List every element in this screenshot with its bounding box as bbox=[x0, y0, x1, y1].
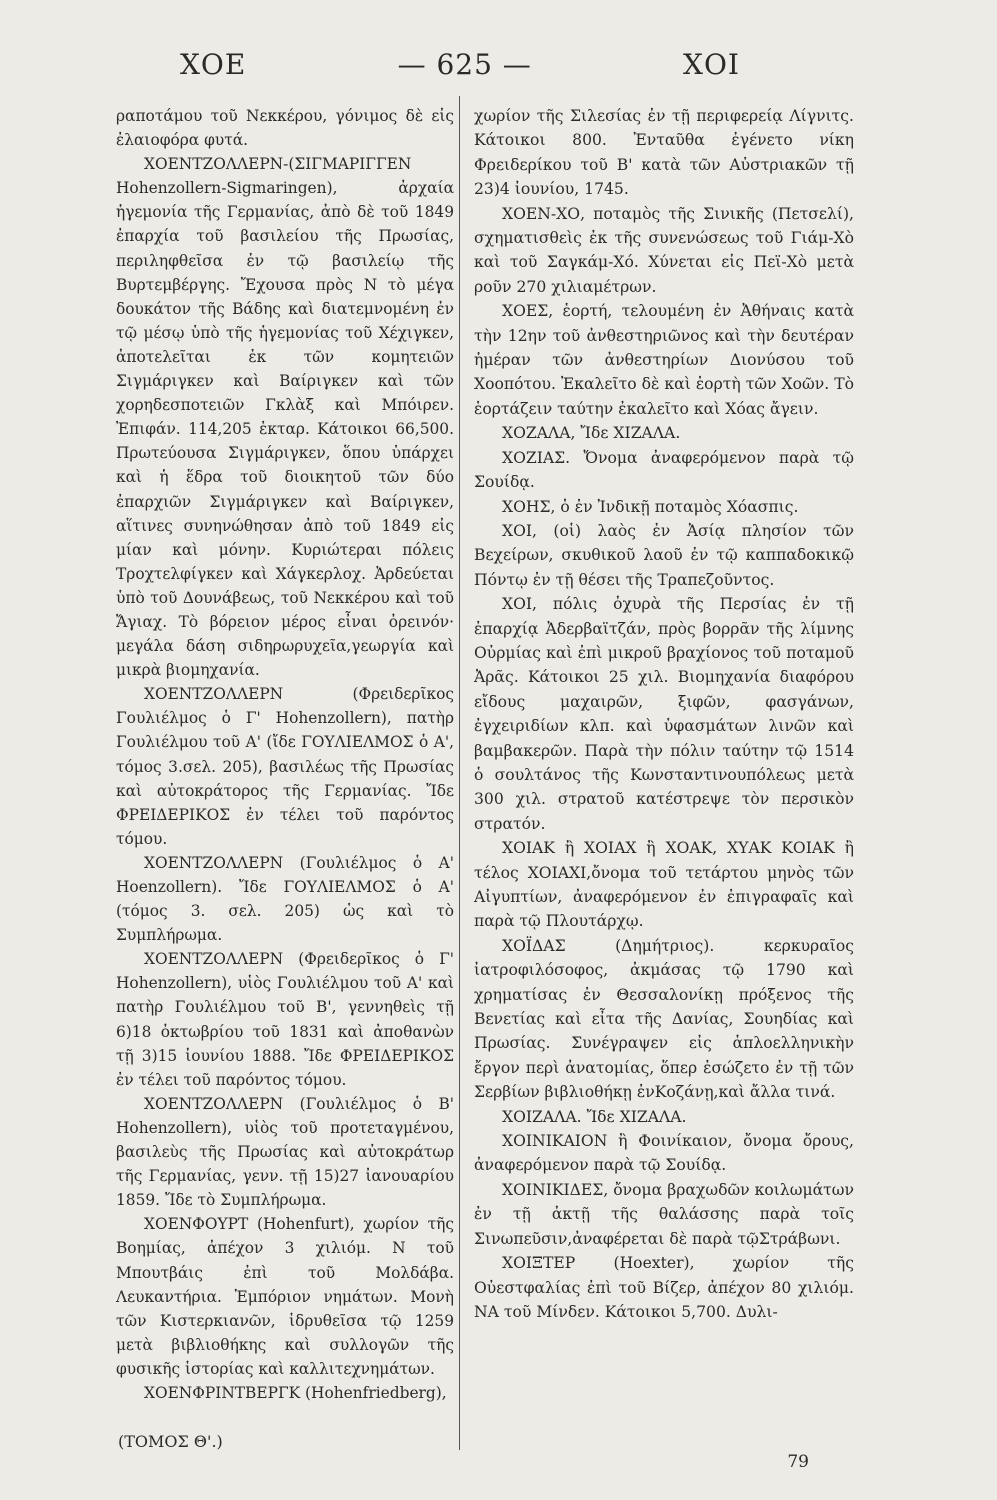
entry-paragraph: ΧΟΙ, (οἱ) λαὸς ἐν Ἀσίᾳ πλησίον τῶν Βεχείρων, σκυθικοῦ λαοῦ ἐν τῷ καππαδοκικῷ Πόντῳ ἐν τῇ θέσει τῆς Τραπεζοῦντος. bbox=[474, 521, 854, 589]
entry-paragraph: ΧΟΕΝΤΖΟΛΛΕΡΝ (Φρειδερῖκος ὁ Γ' Hohenzollern), υἱὸς Γουλιέλμου τοῦ Α' καὶ πατὴρ Γουλιέλμου τοῦ Β', γεννηθεὶς τῇ 6)18 ὀκτωβρίου τοῦ 1831 καὶ ἀποθανὼν τῇ 3)15 ἰουνίου 1888. Ἴδε ΦΡΕΙΔΕΡΙΚΟΣ ἐν τέλει τοῦ παρόντος τόμου. bbox=[116, 950, 454, 1089]
header-left-keyword: ΧΟΕ bbox=[180, 48, 247, 81]
entry-paragraph: ΧΟΙΝΙΚΑΙΟΝ ἢ Φοινίκαιον, ὄνομα ὄρους, ἀναφερόμενον παρὰ τῷ Σουίδᾳ. bbox=[474, 1132, 854, 1175]
entry-paragraph: ΧΟΙΖΑΛΑ. Ἴδε ΧΙΖΑΛΑ. bbox=[502, 1107, 687, 1126]
entry-paragraph: ΧΟΕΝΤΖΟΛΛΕΡΝ-(ΣΙΓΜΑΡΙΓΓΕΝ Hohenzollern-Sigmaringen), ἀρχαία ἡγεμονία τῆς Γερμανίας, ἀπὸ δὲ τοῦ 1849 ἐπαρχία τοῦ βασιλείου τῆς Πρωσίας, περιληφθεῖσα ἐν τῷ βασιλείῳ τῆς Βυρτεμβέργης. Ἔχουσα πρὸς Ν τὸ μέγα δουκάτον τῆς Βάδης καὶ διατεμνομένη ἐν τῷ μέσῳ ὑπὸ τῆς ἡγεμονίας τοῦ Χέχιγκεν, ἀποτελεῖται ἐκ τῶν κομητειῶν Σιγμάριγκεν καὶ Βαίριγκεν καὶ τῶν χορηδεσποτειῶν Γκλὰξ καὶ Μπόιρεν. Ἐπιφάν. 114,205 ἑκταρ. Κάτοικοι 66,500. Πρωτεύουσα Σιγμάριγκεν, ὅπου ὑπάρχει καὶ ἡ ἕδρα τοῦ διοικητοῦ τῶν δύο ἐπαρχιῶν Σιγμάριγκεν καὶ Βαίριγκεν, αἵτινες συνηνώθησαν ἀπὸ τοῦ 1849 εἰς μίαν καὶ μόνην. Κυριώτεραι πόλεις Τροχτελφίγκεν καὶ Χάγκερλοχ. Ἀρδεύεται ὑπὸ τοῦ Δουνάβεως, τοῦ Νεκκέρου καὶ τοῦ Ἄγιαχ. Τὸ βόρειον μέρος εἶναι ὀρεινόν· μεγάλα δάση σιδηρωρυχεῖα,γεωργία καὶ μικρὰ βιομηχανία. bbox=[116, 155, 454, 680]
entry-paragraph: ΧΟΕΝΦΡΙΝΤΒΕΡΓΚ (Hohenfriedberg), bbox=[144, 1383, 447, 1402]
entry-paragraph: ΧΟΕΝΦΟΥΡΤ (Hohenfurt), χωρίον τῆς Βοημίας, ἀπέχον 3 χιλιόμ. Ν τοῦ Μπουτβάις ἐπὶ τοῦ Μολδάβα. Λευκαντήρια. Ἐμπόριον νημάτων. Μονὴ τῶν Κιστερκιανῶν, ἱδρυθεῖσα τῷ 1259 μετὰ βιβλιοθήκης καὶ συλλογῶν τῆς φυσικῆς ἱστορίας καὶ καλλιτεχνημάτων. bbox=[116, 1215, 454, 1378]
header-right-keyword: ΧΟΙ bbox=[683, 48, 740, 81]
entry-paragraph: ΧΟΙ, πόλις ὀχυρὰ τῆς Περσίας ἐν τῇ ἐπαρχίᾳ Ἀδερβαϊτζάν, πρὸς βορρᾶν τῆς λίμνης Οὐρμίας καὶ ἐπὶ μικροῦ βραχίονος τοῦ ποταμοῦ Ἀρᾶς. Κάτοικοι 25 χιλ. Βιομηχανία διαφόρου εἴδους μαχαιρῶν, ξιφῶν, φασγάνων, ἐγχειριδίων κλπ. καὶ ὑφασμάτων λινῶν καὶ βαμβακερῶν. Παρὰ τὴν πόλιν ταύτην τῷ 1514 ὁ σουλτάνος τῆς Κωνσταντινουπόλεως μετὰ 300 χιλ. στρατοῦ κατέστρεψε τὸν περσικὸν στρατόν. bbox=[474, 595, 854, 833]
volume-signature: (ΤΟΜΟΣ Θ'.) bbox=[118, 1432, 223, 1451]
entry-paragraph: ΧΟΕΝΤΖΟΛΛΕΡΝ (Γουλιέλμος ὁ Β' Hohenzollern), υἱὸς τοῦ προτεταγμένου, βασιλεὺς τῆς Πρωσίας καὶ αὐτοκράτωρ τῆς Γερμανίας, γενν. τῇ 15)27 ἰανουαρίου 1859. Ἴδε τὸ Συμπλήρωμα. bbox=[116, 1094, 454, 1210]
signature-number: 79 bbox=[787, 1452, 809, 1472]
header-page-number: — 625 — bbox=[397, 48, 532, 81]
entry-paragraph: ΧΟΙΑΚ ἢ ΧΟΙΑΧ ἢ ΧΟΑΚ, ΧΥΑΚ ΚΟΙΑΚ ἢ τέλος ΧΟΙΑΧΙ,ὄνομα τοῦ τετάρτου μηνὸς τῶν Αἰγυπτίων, ἀναφερόμενον ἐν ἐπιγραφαῖς καὶ παρὰ τῷ Πλουτάρχῳ. bbox=[474, 839, 854, 931]
entry-paragraph: ΧΟΖΑΛΑ, Ἴδε ΧΙΖΑΛΑ. bbox=[502, 424, 681, 443]
entry-paragraph: ΧΟΖΙΑΣ. Ὄνομα ἀναφερόμενον παρὰ τῷ Σουίδᾳ. bbox=[474, 448, 854, 492]
right-column bbox=[474, 104, 854, 1324]
entry-paragraph: χωρίον τῆς Σιλεσίας ἐν τῇ περιφερείᾳ Λίγνιτς. Κάτοικοι 800. Ἐνταῦθα ἐγένετο νίκη Φρειδερίκου τοῦ Β' κατὰ τῶν Αὐστριακῶν τῇ 23)4 ἰουνίου, 1745. bbox=[474, 107, 854, 199]
entry-paragraph: ΧΟΙΝΙΚΙΔΕΣ, ὄνομα βραχωδῶν κοιλωμάτων ἐν τῇ ἀκτῇ τῆς θαλάσσης παρὰ τοῖς Σινωπεῦσιν,ἀναφέρεται δὲ παρὰ τῷΣτράβωνι. bbox=[474, 1180, 854, 1248]
running-header bbox=[180, 48, 740, 81]
entry-paragraph: ΧΟΕΝΤΖΟΛΛΕΡΝ (Γουλιέλμος ὁ Α' Hoenzollern). Ἴδε ΓΟΥΛΙΕΛΜΟΣ ὁ Α' (τόμος 3. σελ. 205) ὡς καὶ τὸ Συμπλήρωμα. bbox=[116, 853, 454, 945]
entry-paragraph: ΧΟΕΣ, ἑορτή, τελουμένη ἐν Ἀθήναις κατὰ τὴν 12ην τοῦ ἀνθεστηριῶνος καὶ τὴν δευτέραν ἡμέραν τῶν ἀνθεστηρίων Διονύσου τοῦ Χοοπότου. Ἐκαλεῖτο δὲ καὶ ἑορτὴ τῶν Χοῶν. Τὸ ἑορτάζειν ταύτην ἐκαλεῖτο καὶ Χόας ἄγειν. bbox=[474, 302, 854, 418]
entry-paragraph: ΧΟΪΔΑΣ (Δημήτριος). κερκυραῖος ἰατροφιλόσοφος, ἀκμάσας τῷ 1790 καὶ χρηματίσας ἐν Θεσσαλονίκῃ πρόξενος τῆς Βενετίας καὶ εἶτα τῆς Δανίας, Σουηδίας καὶ Πρωσίας. Συνέγραψεν εἰς ἁπλοελληνικὴν ἔργον περὶ ἀνατομίας, ὅπερ ἐσώζετο ἐν τῇ τῶν Σερβίων βιβλιοθήκῃ ἐνΚοζάνῃ,καὶ ἄλλα τινά. bbox=[474, 936, 854, 1102]
entry-paragraph: ΧΟΙΞΤΕΡ (Hoexter), χωρίον τῆς Οὐεστφαλίας ἐπὶ τοῦ Βίζερ, ἀπέχον 80 χιλιόμ. ΝΑ τοῦ Μίνδεν. Κάτοικοι 5,700. Δυλι- bbox=[474, 1254, 854, 1321]
entry-paragraph: ραποτάμου τοῦ Νεκκέρου, γόνιμος δὲ εἰς ἐλαιοφόρα φυτά. bbox=[116, 107, 454, 150]
entry-paragraph: ΧΟΗΣ, ὁ ἐν Ἰνδικῇ ποταμὸς Χόασπις. bbox=[502, 497, 799, 516]
left-column bbox=[116, 104, 454, 1405]
column-divider bbox=[459, 96, 460, 1450]
entry-paragraph: ΧΟΕΝΤΖΟΛΛΕΡΝ (Φρειδερῖκος Γουλιέλμος ὁ Γ' Hohenzollern), πατὴρ Γουλιέλμου τοῦ Α' (ἴδε ΓΟΥΛΙΕΛΜΟΣ ὁ Α', τόμος 3.σελ. 205), βασιλέως τῆς Πρωσίας καὶ αὐτοκράτορος τῆς Γερμανίας. Ἴδε ΦΡΕΙΔΕΡΙΚΟΣ ἐν τέλει τοῦ παρόντος τόμου. bbox=[116, 685, 454, 848]
entry-paragraph: ΧΟΕΝ-ΧΟ, ποταμὸς τῆς Σινικῆς (Πετσελί), σχηματισθεὶς ἐκ τῆς συνενώσεως τοῦ Γιάμ-Χὸ καὶ τοῦ Σαγκάμ-Χό. Χύνεται εἰς Πεϊ-Χὸ μετὰ ροῦν 270 χιλιαμέτρων. bbox=[474, 204, 854, 296]
